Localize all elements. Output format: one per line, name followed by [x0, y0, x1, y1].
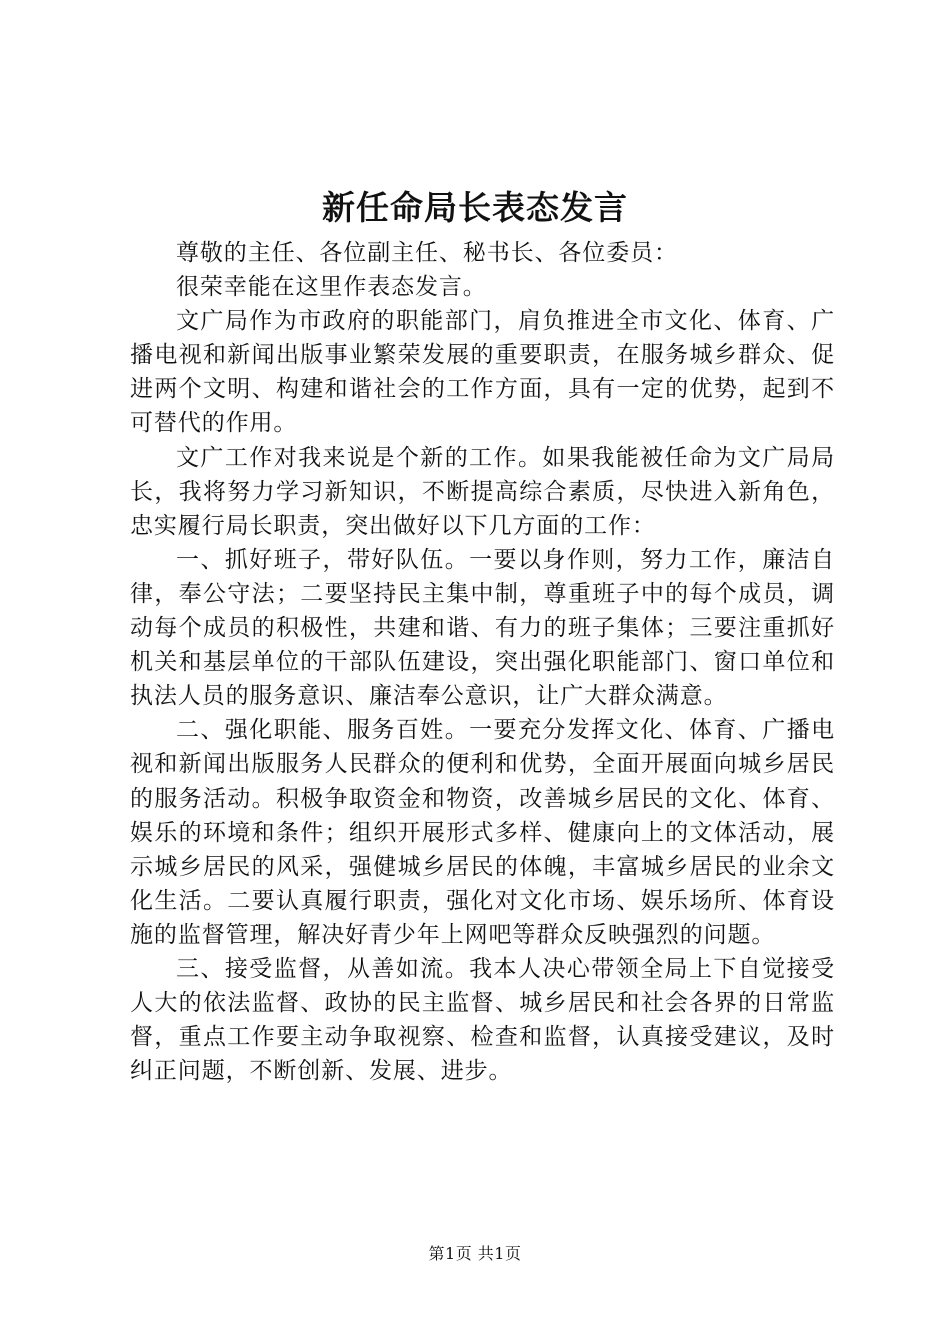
opening-paragraph: 很荣幸能在这里作表态发言。	[176, 274, 487, 301]
body-paragraph: 三、接受监督，从善如流。我本人决心带领全局上下自觉接受人大的依法监督、政协的民主监督、城乡居民和社会各界的日常监督，重点工作要主动争取视察、检查和监督，认真接受建议，及时纠正问题，不断创新、发展、进步。	[130, 955, 835, 1085]
salutation-paragraph: 尊敬的主任、各位副主任、秘书长、各位委员：	[176, 240, 678, 266]
page-footer: 第1页 共1页	[428, 1244, 522, 1263]
document-body	[130, 236, 835, 1088]
body-paragraph: 文广工作对我来说是个新的工作。如果我能被任命为文广局局长，我将努力学习新知识，不断提高综合素质，尽快进入新角色，忠实履行局长职责，突出做好以下几方面的工作：	[130, 444, 835, 539]
document-title: 新任命局长表态发言	[322, 188, 628, 227]
body-paragraph: 二、强化职能、服务百姓。一要充分发挥文化、体育、广播电视和新闻出版服务人民群众的便利和优势，全面开展面向城乡居民的服务活动。积极争取资金和物资，改善城乡居民的文化、体育、娱乐的环境和条件；组织开展形式多样、健康向上的文体活动，展示城乡居民的风采，强健城乡居民的体魄，丰富城乡居民的业余文化生活。二要认真履行职责，强化对文化市场、娱乐场所、体育设施的监督管理，解决好青少年上网吧等群众反映强烈的问题。	[130, 717, 835, 948]
body-paragraph: 文广局作为市政府的职能部门，肩负推进全市文化、体育、广播电视和新闻出版事业繁荣发展的重要职责，在服务城乡群众、促进两个文明、构建和谐社会的工作方面，具有一定的优势，起到不可替代的作用。	[130, 308, 835, 437]
body-paragraph: 一、抓好班子，带好队伍。一要以身作则，努力工作，廉洁自律，奉公守法；二要坚持民主集中制，尊重班子中的每个成员，调动每个成员的积极性，共建和谐、有力的班子集体；三要注重抓好机关和基层单位的干部队伍建设，突出强化职能部门、窗口单位和执法人员的服务意识、廉洁奉公意识，让广大群众满意。	[130, 546, 835, 710]
